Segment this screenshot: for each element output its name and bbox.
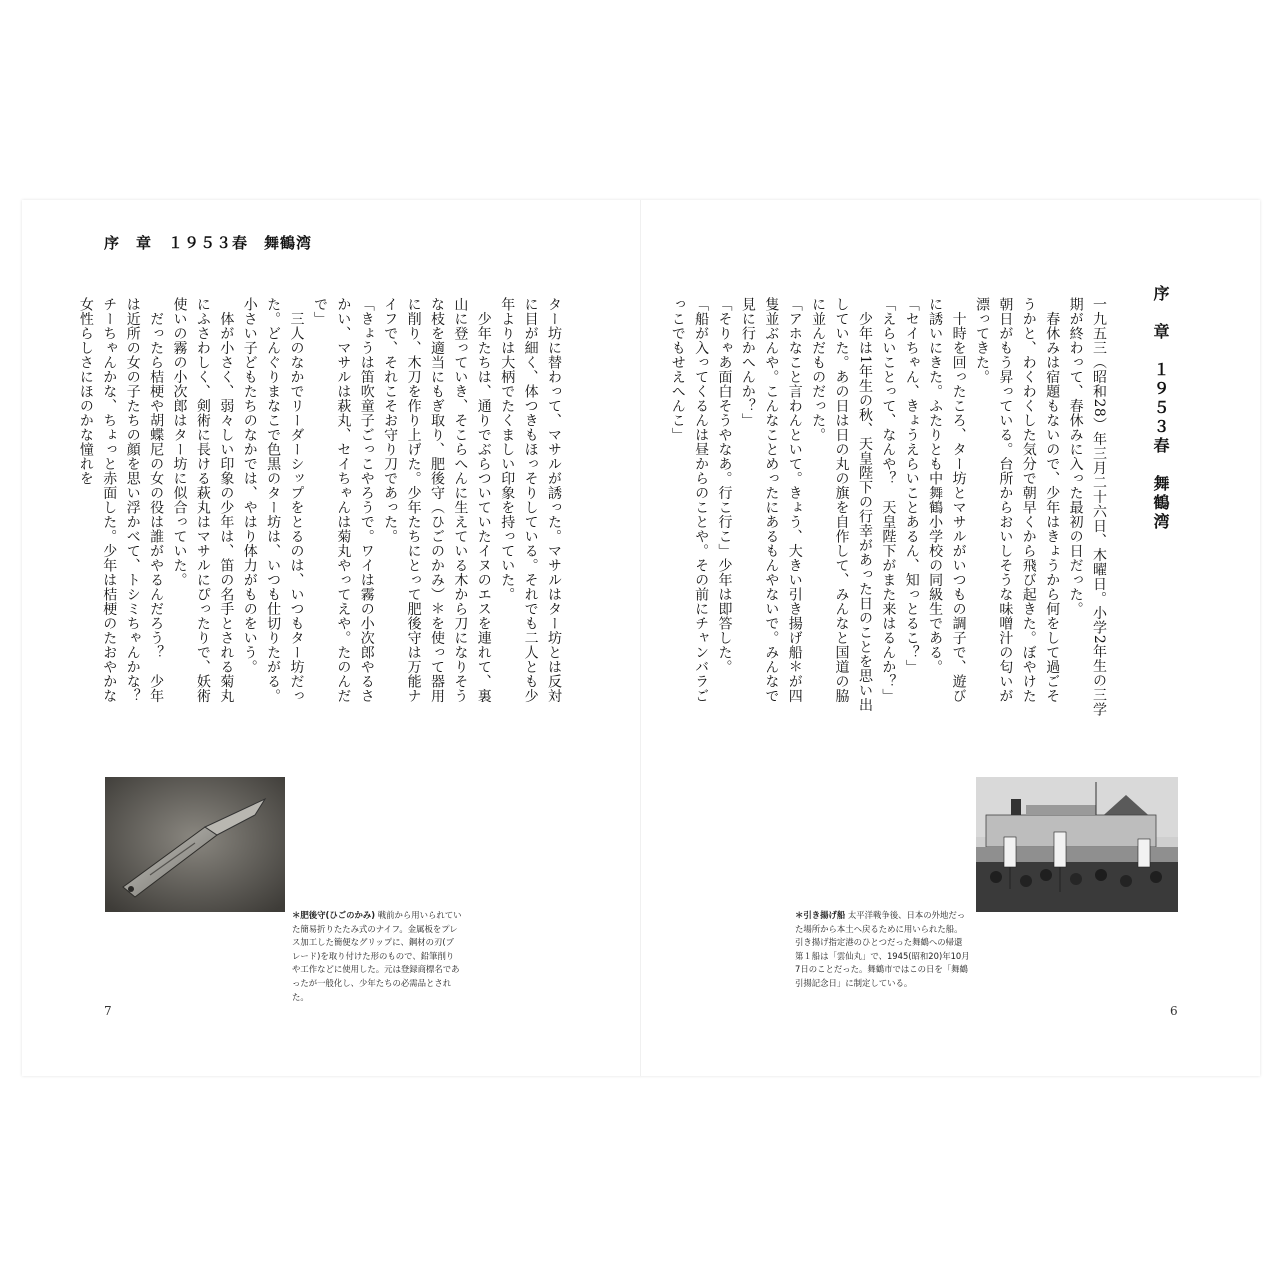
higonokami-knife-photo	[105, 777, 285, 912]
caption-text-ship: 太平洋戦争後、日本の外地だった場所から本土へ戻るために用いられた船。引き揚げ指定港のひとつだった舞鶴への帰還第１船は「雲仙丸」で、1945(昭和20)年10月7日のことだった。舞鶴市ではこの日を「舞鶴引揚記念日」に制定している。	[795, 910, 970, 988]
caption-term-higonokami: ＊肥後守(ひごのかみ)	[292, 910, 376, 920]
body-text-left: ター坊に替わって、マサルが誘った。マサルはター坊とは反対に目が細く、体つきもほっそりしている。それでも二人とも少年よりは大柄でたくましい印象を持っていた。 少年たちは、通りでぶらついていたイヌのエスを連れて、裏山に登っていき、そこらへんに生えている木から刀になりそうな枝を適当にもぎ取り、肥後守（ひごのかみ）＊を使って器用に削り、木刀を作り上げた。少年たちにとって肥後守は万能ナイフで、それこそお守り刀であった。 「きょうは笛吹童子ごっこやろうで。ワイは霧の小次郎やるさかい、マサルは萩丸、セイちゃんは菊丸やってえや。たのんだで」 三人のなかでリーダーシップをとるのは、いつもター坊だった。どんぐりまなこで色黒のター坊は、いつも仕切りたがる。小さい子どもたちのなかでは、やはり体力がものをいう。 体が小さく、弱々しい印象の少年は、笛の名手とされる菊丸にふさわしく、剣術に長ける萩丸はマサルにぴったりで、妖術使いの霧の小次郎はター坊に似合っていた。 だったら桔梗や胡蝶尼の女の役は誰がやるんだろう？ 少年は近所の女の子たちの顔を思い浮かべて、トシミちゃんかな？ チーちゃんかな、ちょっと赤面した。少年は桔梗のたおやかな女性らしさにほのかな憧れを	[77, 297, 562, 703]
running-head-right: 序 章 １９５３春 舞鶴湾	[1151, 285, 1170, 532]
running-head-left: 序 章 １９５３春 舞鶴湾	[104, 234, 313, 252]
caption-text-higonokami: 戦前から用いられていた簡易折りたたみ式のナイフ。金属板をプレス加工した簡便なグリップに、鋼材の刃(ブレード)を取り付けた形のもので、鉛筆削りや工作などに使用した。元は登録商標名であったが一般化し、少年たちの必需品とされた。	[292, 910, 462, 1002]
page-number-left: 7	[104, 1004, 112, 1018]
caption-term-ship: ＊引き揚げ船	[795, 910, 846, 920]
page-number-right: 6	[1170, 1004, 1178, 1018]
repatriation-ship-photo	[976, 777, 1178, 912]
caption-repatriation-ship	[795, 909, 970, 991]
caption-higonokami	[292, 909, 462, 1004]
page-gutter	[640, 200, 641, 1076]
body-text-right: 一九五三（昭和28）年三月二十六日、木曜日。小学2年生の三学期が終わって、春休みに入った最初の日だった。 春休みは宿題もないので、少年はきょうから何をして過ごそうかと、わくわくした気分で朝早くから飛び起きた。ぼやけた朝日がもう昇っている。台所からおいしそうな味噌汁の匂いが漂ってきた。 十時を回ったころ、ター坊とマサルがいつもの調子で、遊びに誘いにきた。ふたりとも中舞鶴小学校の同級生である。 「セイちゃん、きょうえらいことあるん、知っとるこ？」 「えらいことって、なんや？ 天皇陛下がまた来はるんか？」 少年は1年生の秋、天皇陛下の行幸があった日のことを思い出していた。あの日は日の丸の旗を自作して、みんなと国道の脇に並んだものだった。 「アホなこと言わんといて。きょう、大きい引き揚げ船＊が四隻並ぶんや。こんなことめったにあるもんやないで。みんなで見に行かへんか？」 「そりゃあ面白そうやなあ。行こ行こ」少年は即答した。 「船が入ってくるんは昼からのことや。その前にチャンバラごっこでもせえへんこ」	[669, 297, 1107, 717]
